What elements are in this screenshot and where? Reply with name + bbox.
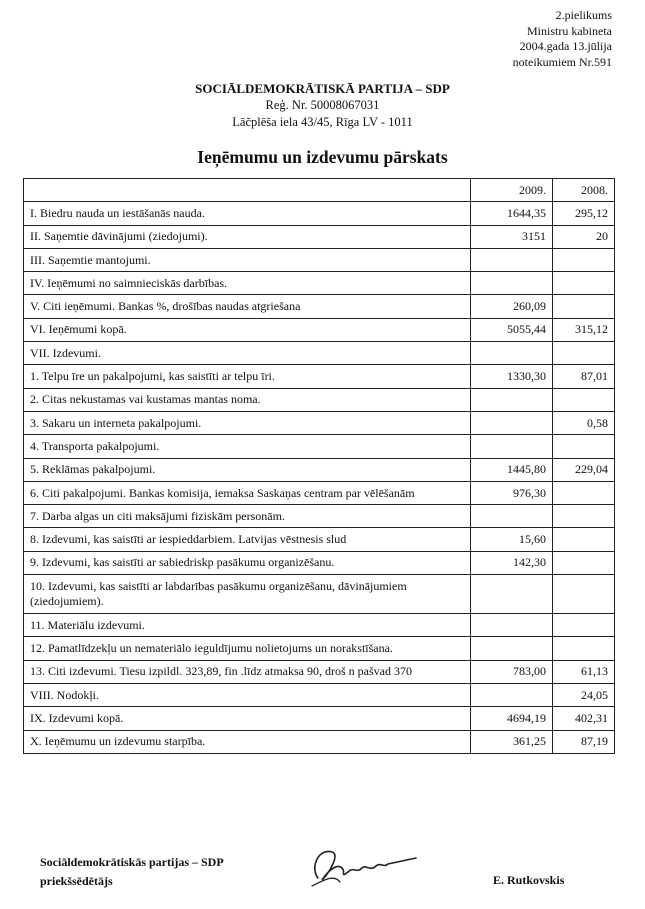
table-header-row bbox=[24, 179, 615, 202]
row-value-2009 bbox=[471, 435, 553, 458]
row-value-2009 bbox=[471, 388, 553, 411]
party-name: SOCIĀLDEMOKRĀTISKĀ PARTIJA – SDP bbox=[195, 81, 450, 96]
row-value-2009: 1445,80 bbox=[471, 458, 553, 481]
row-label: 7. Darba algas un citi maksājumi fiziskām personām. bbox=[24, 505, 471, 528]
signature-stroke bbox=[315, 851, 416, 880]
document-title: Ieņēmumu un izdevumu pārskats bbox=[197, 147, 448, 167]
row-label: 3. Sakaru un interneta pakalpojumi. bbox=[24, 411, 471, 434]
row-label: X. Ieņēmumu un izdevumu starpība. bbox=[24, 730, 471, 753]
row-value-2009: 976,30 bbox=[471, 481, 553, 504]
row-value-2009: 3151 bbox=[471, 225, 553, 248]
row-label: 10. Izdevumi, kas saistīti ar labdarības pasākumu organizēšanu, dāvinājumiem (ziedojumiem). bbox=[24, 575, 471, 614]
annex-line-4: noteikumiem Nr.591 bbox=[512, 54, 612, 69]
row-value-2008: 402,31 bbox=[553, 707, 615, 730]
party-address: Lāčplēša iela 43/45, Rīga LV - 1011 bbox=[232, 115, 413, 129]
handwritten-signature bbox=[300, 838, 420, 898]
row-label: 12. Pamatlīdzekļu un nemateriālo ieguldījumu nolietojums un norakstīšana. bbox=[24, 637, 471, 660]
row-value-2008 bbox=[553, 505, 615, 528]
table-row bbox=[24, 272, 615, 295]
row-value-2008 bbox=[553, 575, 615, 614]
row-value-2009: 1644,35 bbox=[471, 202, 553, 225]
row-value-2008: 0,58 bbox=[553, 411, 615, 434]
table-row bbox=[24, 435, 615, 458]
row-value-2009: 260,09 bbox=[471, 295, 553, 318]
signatory-role: priekšsēdētājs bbox=[40, 874, 113, 888]
signature-flourish bbox=[312, 878, 340, 886]
row-value-2008: 20 bbox=[553, 225, 615, 248]
row-value-2008: 87,01 bbox=[553, 365, 615, 388]
row-value-2008: 61,13 bbox=[553, 660, 615, 683]
row-value-2008 bbox=[553, 481, 615, 504]
header-2009: 2009. bbox=[471, 179, 553, 202]
row-label: 13. Citi izdevumi. Tiesu izpildl. 323,89, fin .līdz atmaksa 90, droš n pašvad 370 bbox=[24, 660, 471, 683]
table-row bbox=[24, 614, 615, 637]
signatory-org: Sociāldemokrātiskās partijas – SDP bbox=[40, 855, 224, 869]
row-value-2008 bbox=[553, 272, 615, 295]
row-value-2008 bbox=[553, 551, 615, 574]
signatory-name: E. Rutkovskis bbox=[493, 873, 565, 887]
annex-line-1: 2.pielikums bbox=[555, 8, 612, 22]
row-label: VI. Ieņēmumi kopā. bbox=[24, 318, 471, 341]
row-value-2009 bbox=[471, 505, 553, 528]
row-label: IX. Izdevumi kopā. bbox=[24, 707, 471, 730]
row-value-2009: 361,25 bbox=[471, 730, 553, 753]
row-value-2009 bbox=[471, 272, 553, 295]
row-value-2009: 142,30 bbox=[471, 551, 553, 574]
row-value-2008 bbox=[553, 248, 615, 271]
row-label: VIII. Nodokļi. bbox=[24, 683, 471, 706]
row-value-2008: 315,12 bbox=[553, 318, 615, 341]
table-row bbox=[24, 411, 615, 434]
row-label: IV. Ieņēmumi no saimnieciskās darbības. bbox=[24, 272, 471, 295]
table-row bbox=[24, 388, 615, 411]
row-value-2008 bbox=[553, 528, 615, 551]
row-value-2009: 15,60 bbox=[471, 528, 553, 551]
row-label: 6. Citi pakalpojumi. Bankas komisija, iemaksa Saskaņas centram par vēlēšanām bbox=[24, 481, 471, 504]
row-value-2008 bbox=[553, 435, 615, 458]
row-label: V. Citi ieņēmumi. Bankas %, drošības naudas atgriešana bbox=[24, 295, 471, 318]
row-value-2008: 295,12 bbox=[553, 202, 615, 225]
table-row bbox=[24, 365, 615, 388]
table-row bbox=[24, 660, 615, 683]
party-registration: Reģ. Nr. 50008067031 bbox=[265, 98, 380, 112]
row-value-2009: 1330,30 bbox=[471, 365, 553, 388]
row-label: 1. Telpu īre un pakalpojumi, kas saistīti ar telpu īri. bbox=[24, 365, 471, 388]
table-row bbox=[24, 318, 615, 341]
table-row bbox=[24, 295, 615, 318]
row-value-2009 bbox=[471, 683, 553, 706]
row-label: III. Saņemtie mantojumi. bbox=[24, 248, 471, 271]
table-row bbox=[24, 458, 615, 481]
row-value-2008: 229,04 bbox=[553, 458, 615, 481]
annex-reference bbox=[513, 8, 612, 70]
row-value-2008: 24,05 bbox=[553, 683, 615, 706]
row-value-2009 bbox=[471, 637, 553, 660]
table-row bbox=[24, 730, 615, 753]
table-row bbox=[24, 637, 615, 660]
annex-line-3: 2004.gada 13.jūlija bbox=[519, 39, 612, 53]
row-label: 4. Transporta pakalpojumi. bbox=[24, 435, 471, 458]
row-value-2008 bbox=[553, 295, 615, 318]
row-value-2009: 5055,44 bbox=[471, 318, 553, 341]
table-row bbox=[24, 481, 615, 504]
table-row bbox=[24, 683, 615, 706]
table-row bbox=[24, 505, 615, 528]
table-row bbox=[24, 342, 615, 365]
row-label: II. Saņemtie dāvinājumi (ziedojumi). bbox=[24, 225, 471, 248]
row-value-2008 bbox=[553, 637, 615, 660]
row-value-2009: 4694,19 bbox=[471, 707, 553, 730]
row-label: 5. Reklāmas pakalpojumi. bbox=[24, 458, 471, 481]
table-row bbox=[24, 202, 615, 225]
signatory-title bbox=[40, 853, 224, 891]
row-value-2008 bbox=[553, 614, 615, 637]
row-label: 8. Izdevumi, kas saistīti ar iespieddarbiem. Latvijas vēstnesis slud bbox=[24, 528, 471, 551]
row-label: 9. Izdevumi, kas saistīti ar sabiedriskp pasākumu organizēšanu. bbox=[24, 551, 471, 574]
row-value-2009 bbox=[471, 575, 553, 614]
table-row bbox=[24, 248, 615, 271]
header-2008: 2008. bbox=[553, 179, 615, 202]
row-value-2008: 87,19 bbox=[553, 730, 615, 753]
row-value-2009 bbox=[471, 248, 553, 271]
row-value-2009 bbox=[471, 614, 553, 637]
income-expense-table bbox=[23, 178, 615, 754]
row-value-2009 bbox=[471, 342, 553, 365]
table-row bbox=[24, 528, 615, 551]
annex-line-2: Ministru kabineta bbox=[527, 23, 612, 38]
row-label: 2. Citas nekustamas vai kustamas mantas noma. bbox=[24, 388, 471, 411]
party-header bbox=[0, 80, 645, 131]
table-row bbox=[24, 225, 615, 248]
table-row bbox=[24, 707, 615, 730]
row-label: VII. Izdevumi. bbox=[24, 342, 471, 365]
row-value-2009: 783,00 bbox=[471, 660, 553, 683]
table-row bbox=[24, 575, 615, 614]
row-label: I. Biedru nauda un iestāšanās nauda. bbox=[24, 202, 471, 225]
row-value-2008 bbox=[553, 388, 615, 411]
row-value-2008 bbox=[553, 342, 615, 365]
table-row bbox=[24, 551, 615, 574]
row-label: 11. Materiālu izdevumi. bbox=[24, 614, 471, 637]
row-value-2009 bbox=[471, 411, 553, 434]
header-blank-cell bbox=[24, 179, 471, 202]
